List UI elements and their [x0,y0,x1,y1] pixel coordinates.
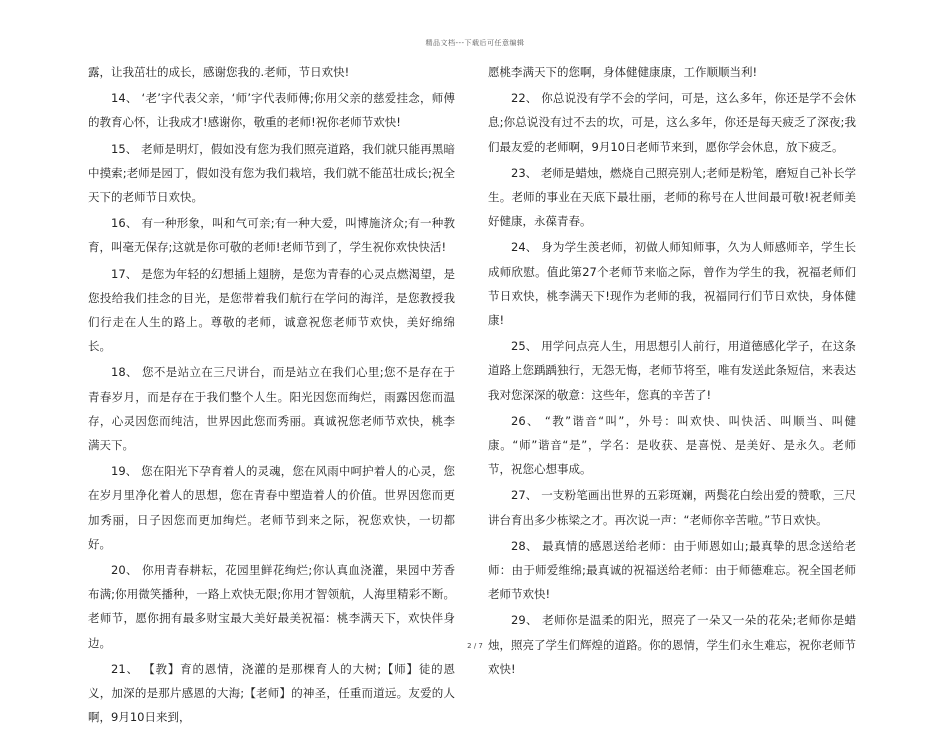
paragraph: 27、 一支粉笔画出世界的五彩斑斓，两鬓花白绘出爱的赞歌，三尺讲台育出多少栋梁之才。再次说一声：“老师你辛苦啦。”节日欢快。 [488,488,856,527]
paragraph: 23、 老师是蜡烛，燃烧自己照亮别人;老师是粉笔，磨短自己补长学生。老师的事业在天底下最壮丽，老师的称号在人世间最可敬!祝老师美好健康，永葆青春。 [488,165,856,229]
paragraph: 14、 ‘老’字代表父亲，‘师’字代表师傅;你用父亲的慈爱挂念，师傅的教育心怀，让我成才!感谢你，敬重的老师!祝你老师节欢快! [88,91,455,130]
page-header: 精品文档---下载后可任意编辑 [425,39,525,47]
paragraph: 24、 身为学生羡老师，初做人师知师事，久为人师感师辛，学生长成师欣慰。值此第27个老师节来临之际，曾作为学生的我，祝福老师们节日欢快，桃李满天下!现作为老师的我，祝福同行们节日欢快，身体健康! [488,240,856,328]
paragraph: 22、 你总说没有学不会的学问，可是，这么多年，你还是学不会休息;你总说没有过不去的坎，可是，这么多年，你还是每天疲乏了深夜;我们最友爱的老师啊，9月10日老师节来到，愿你学会休息，放下疲乏。 [488,91,856,154]
right-column [488,60,856,683]
paragraph: 28、 最真情的感恩送给老师：由于师恩如山;最真挚的思念送给老师：由于师爱维绵;最真诚的祝福送给老师：由于师德难忘。祝全国老师老师节欢快! [488,538,856,602]
paragraph: 19、 您在阳光下孕育着人的灵魂，您在风雨中呵护着人的心灵，您在岁月里净化着人的思想，您在青春中塑造着人的价值。世界因您而更加秀丽，日子因您而更加绚烂。老师节到来之际，祝您欢快，一切都好。 [88,464,455,551]
paragraph: 露，让我茁壮的成长，感谢您我的.老师，节日欢快! [88,65,350,79]
page-number: 2 / 7 [467,642,483,650]
paragraph: 愿桃李满天下的您啊，身体健健康康，工作顺顺当利! [488,65,758,79]
left-column [88,60,455,731]
paragraph: 21、 【教】育的恩情，浇灌的是那棵育人的大树;【师】徒的恩义，加深的是那片感恩的大海;【老师】的神圣，任重而道远。友爱的人啊，9月10日来到， [88,661,455,725]
paragraph: 16、 有一种形象，叫和气可亲;有一种大爱，叫博施济众;有一种教育，叫毫无保存;这就是你可敬的老师!老师节到了，学生祝你欢快快活! [88,216,455,255]
paragraph: 26、 “教”谐音“叫”，外号：叫欢快、叫快活、叫顺当、叫健康。“师”谐音“是”，学名：是收获、是喜悦、是美好、是永久。老师节，祝您心想事成。 [488,413,856,477]
paragraph: 15、 老师是明灯，假如没有您为我们照亮道路，我们就只能再黑暗中摸索;老师是园丁，假如没有您为我们栽培，我们就不能茁壮成长;祝全天下的老师节日欢快。 [88,141,455,205]
paragraph: 29、 老师你是温柔的阳光，照亮了一朵又一朵的花朵;老师你是蜡烛，照亮了学生们辉煌的道路。你的恩情，学生们永生难忘，祝你老师节欢快! [488,613,856,676]
paragraph: 20、 你用青春耕耘，花园里鲜花绚烂;你认真血浇灌，果园中芳香布满;你用微笑播种，一路上欢快无限;你用才智领航，人海里精彩不断。老师节，愿你拥有最多财宝最大美好最美祝福：桃李满天下，欢快伴身边。 [88,563,455,650]
paragraph: 25、 用学问点亮人生，用思想引人前行，用道德感化学子，在这条道路上您踽踽独行，无怨无悔，老师节将至，唯有发送此条短信，来表达我对您深深的敬意：这些年，您真的辛苦了! [488,339,856,402]
paragraph: 17、 是您为年轻的幻想插上翅膀，是您为青春的心灵点燃渴望，是您投给我们挂念的目光，是您带着我们航行在学问的海洋，是您教授我们行走在人生的路上。尊敬的老师，诚意祝您老师节欢快，美好绵绵长。 [88,266,455,354]
paragraph: 18、 您不是站立在三尺讲台，而是站立在我们心里;您不是存在于青春岁月，而是存在于我们整个人生。阳光因您而绚烂，雨露因您而温存，心灵因您而纯洁，世界因此您而秀丽。真诚祝您老师节欢快，桃李满天下。 [88,365,455,453]
